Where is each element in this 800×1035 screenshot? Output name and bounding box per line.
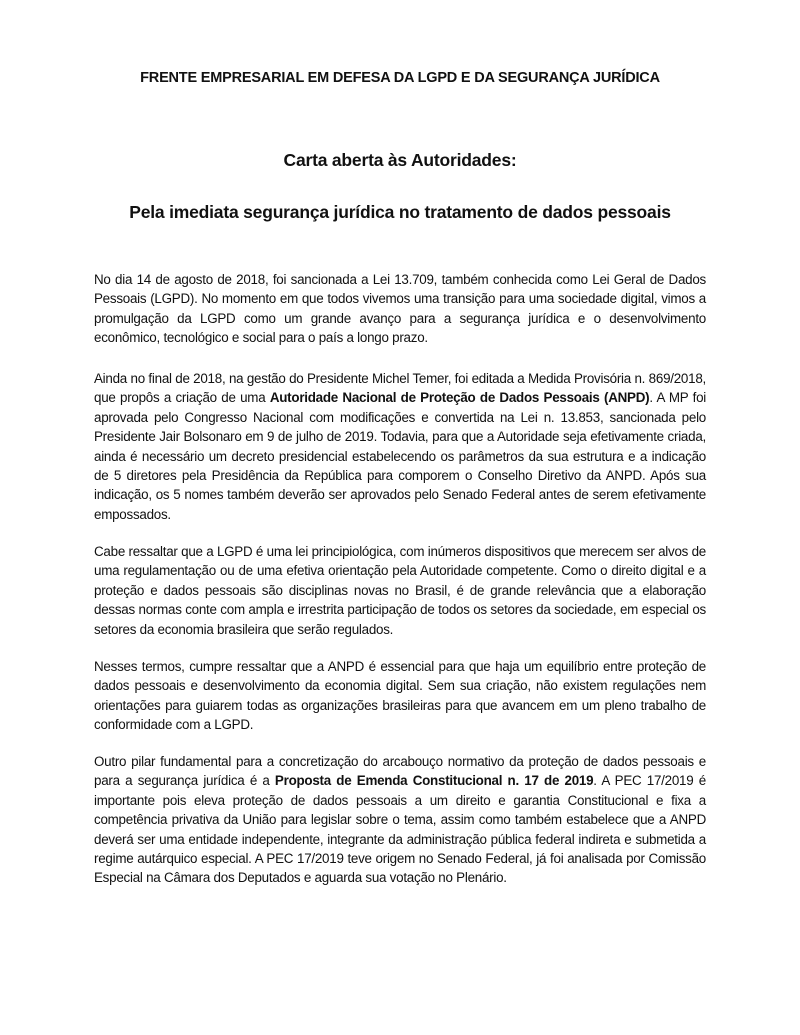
paragraph-pec-17 [94,752,706,888]
paragraph-text: . A MP foi aprovada pelo Congresso Nacional com modificações e convertida na Lei n. 13.853, sancionada pelo Presidente Jair Bolsonaro em 9 de julho de 2019. Todavia, para que a Autoridade seja efetivamente criada, ainda é necessário um decreto presidencial estabelecendo os parâmetros da sua estrutura e a indicação de 5 diretores pela Presidência da República para comporem o Conselho Diretivo da ANPD. Após sua indicação, os 5 nomes também deverão ser aprovados pelo Senado Federal antes de serem efetivamente empossados. [94,390,707,522]
paragraph-anpd-essential [94,657,706,735]
paragraph-lgpd-sanction [94,270,706,348]
letter-title: Carta aberta às Autoridades: [283,150,517,170]
organization-title: FRENTE EMPRESARIAL EM DEFESA DA LGPD E DA SEGURANÇA JURÍDICA [140,70,660,86]
bold-pec-name: Proposta de Emenda Constitucional n. 17 de 2019 [274,773,594,789]
letter-subtitle: Pela imediata segurança jurídica no tratamento de dados pessoais [129,202,671,222]
paragraph-text: Outro pilar fundamental para a concretização do arcabouço normativo da proteção de dados pessoais e para a segurança jurídica é a [94,754,706,789]
bold-anpd-name: Autoridade Nacional de Proteção de Dados Pessoais (ANPD) [269,390,650,406]
paragraph-regulation [94,542,706,639]
paragraph-text: No dia 14 de agosto de 2018, foi sancionada a Lei 13.709, também conhecida como Lei Geral de Dados Pessoais (LGPD). No momento em que todos vivemos uma transição para uma sociedade digital, vimos a promulgação da LGPD como um grande avanço para a segurança jurídica e o desenvolvimento econômico, tecnológico e social para o país a longo prazo. [94,272,706,346]
paragraph-anpd-creation [94,369,706,524]
paragraph-text: Nesses termos, cumpre ressaltar que a ANPD é essencial para que haja um equilíbrio entre proteção de dados pessoais e desenvolvimento da economia digital. Sem sua criação, não existem regulações nem orientações para guiarem todas as organizações brasileiras para que avancem em um pleno trabalho de conformidade com a LGPD. [94,659,706,733]
paragraph-text: Cabe ressaltar que a LGPD é uma lei principiológica, com inúmeros dispositivos que merecem ser alvos de uma regulamentação ou de uma efetiva orientação pela Autoridade competente. Como o direito digital e a proteção e dados pessoais são disciplinas novas no Brasil, é de grande relevância que a elaboração dessas normas conte com ampla e irrestrita participação de todos os setores da sociedade, em especial os setores da economia brasileira que serão regulados. [94,544,706,637]
paragraph-text: . A PEC 17/2019 é importante pois eleva proteção de dados pessoais a um direito e garantia Constitucional e fixa a competência privativa da União para legislar sobre o tema, assim como também estabelece que a ANPD deverá ser uma entidade independente, integrante da administração pública federal indireta e submetida a regime autárquico especial. A PEC 17/2019 teve origem no Senado Federal, já foi analisada por Comissão Especial na Câmara dos Deputados e aguarda sua votação no Plenário. [94,773,706,886]
paragraph-text: Ainda no final de 2018, na gestão do Presidente Michel Temer, foi editada a Medida Provisória n. 869/2018, que propôs a criação de uma [94,371,706,406]
